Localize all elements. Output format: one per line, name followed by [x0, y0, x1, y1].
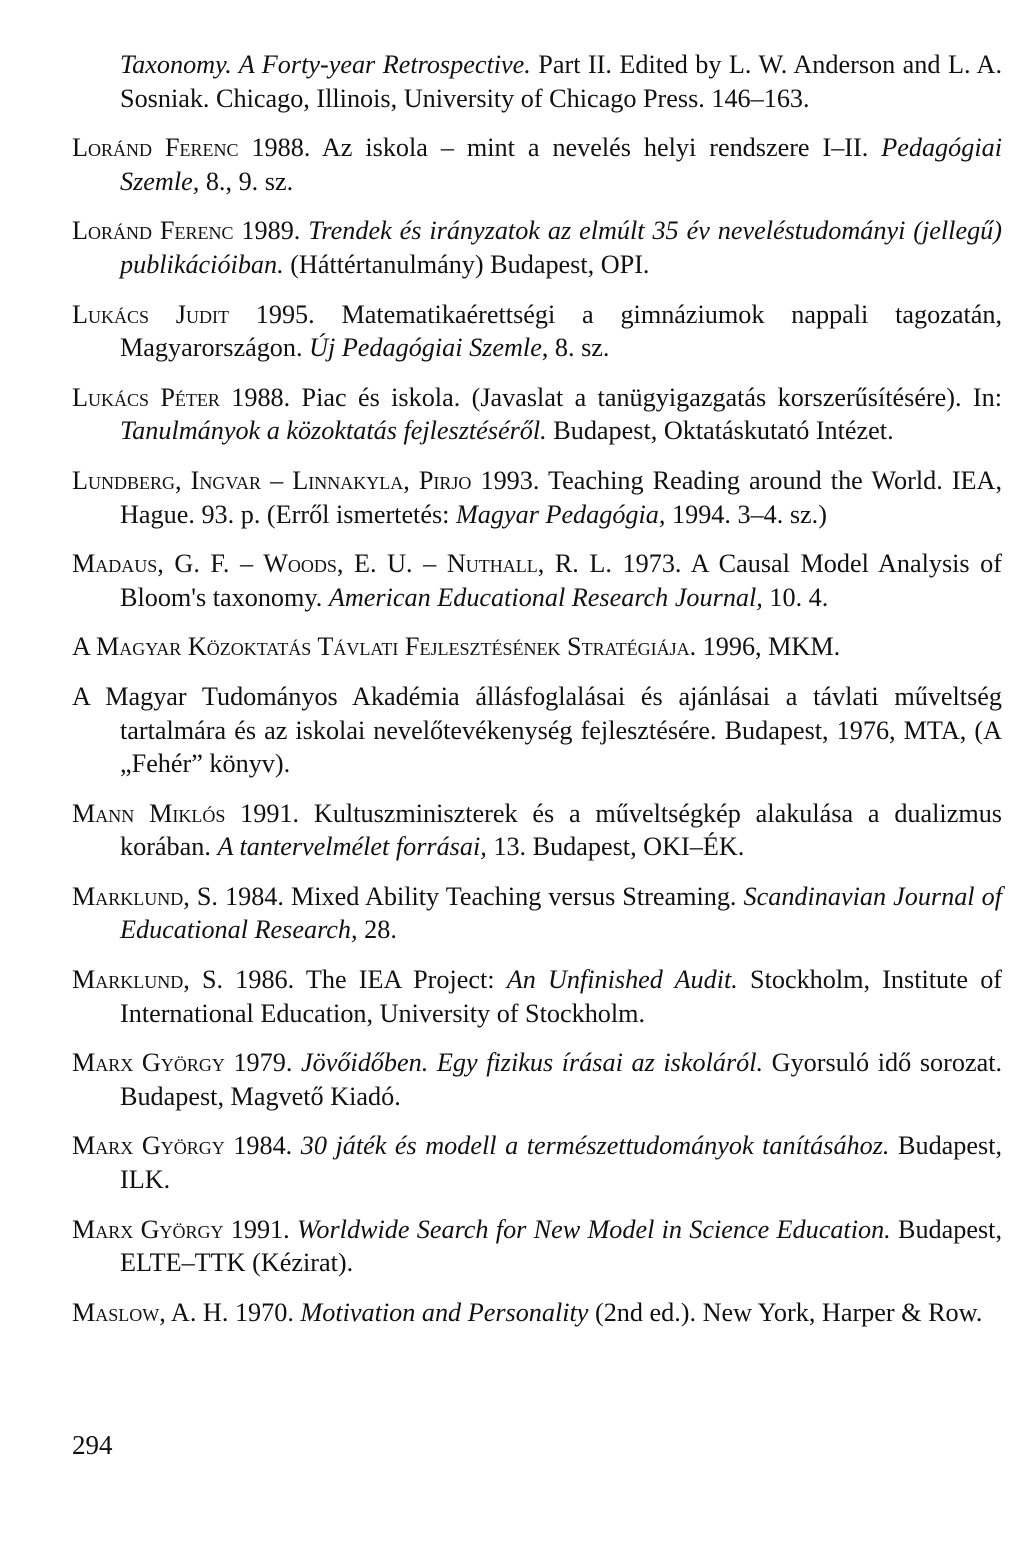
reference-text: Budapest, Oktatáskutató Intézet.: [546, 416, 894, 446]
reference-entry: [72, 464, 1002, 531]
reference-title-italic: 30 játék és modell a természettudományok tanításához.: [300, 1131, 890, 1161]
reference-text: 8., 9. sz.: [199, 166, 294, 196]
reference-entry: [72, 880, 1002, 947]
reference-author: Lukács Péter: [72, 382, 220, 412]
reference-author: Marklund, S.: [72, 965, 224, 995]
reference-entry: [72, 1296, 1002, 1330]
reference-text: 1984. Mixed Ability Teaching versus Streaming.: [217, 881, 744, 911]
reference-entry: [72, 797, 1002, 864]
reference-author: Madaus, G. F. – Woods, E. U. – Nuthall, R. L.: [72, 549, 612, 579]
reference-title-italic: A tantervelmélet forrásai,: [217, 832, 487, 862]
reference-text: 1988. Az iskola – mint a nevelés helyi rendszere I–II.: [238, 133, 882, 163]
reference-entry: [72, 381, 1002, 448]
reference-entry: [72, 680, 1002, 781]
reference-entry: [72, 630, 1002, 664]
reference-author: Mann Miklós: [72, 798, 226, 828]
reference-text: 13. Budapest, OKI–ÉK.: [486, 832, 745, 862]
reference-entry: [72, 963, 1002, 1030]
page-number: 294: [72, 1430, 113, 1460]
reference-title-italic: Scandinavian Journal of Educational Research,: [120, 881, 1002, 945]
reference-author: Lundberg, Ingvar – Linnakyla, Pirjo: [72, 465, 472, 495]
reference-author: Marx György: [72, 1131, 225, 1161]
reference-title-italic: Motivation and Personality: [300, 1297, 589, 1327]
reference-entry: [72, 214, 1002, 281]
reference-text: A Magyar Tudományos Akadémia állásfoglalásai és ajánlásai a távlati műveltség tartalmára és az iskolai nevelőtevékenység fejlesztésére. Budapest, 1976, MTA, (A „Fehér” könyv).: [72, 681, 1002, 779]
reference-title-italic: Trendek és irányzatok az elmúlt 35 év neveléstudományi (jellegű) publikációiban.: [120, 216, 1002, 279]
reference-text: Part II. Edited by L. W. Anderson and L. A. Sosniak. Chicago, Illinois, University of Chicago Press. 146–163.: [120, 50, 1002, 113]
reference-title-italic: Pedagógiai Szemle,: [120, 133, 1002, 196]
reference-author: Loránd Ferenc: [72, 133, 239, 163]
reference-text: 1984.: [224, 1131, 301, 1161]
reference-title-italic: Új Pedagógiai Szemle,: [309, 333, 549, 363]
reference-title-italic: An Unfinished Audit.: [506, 965, 738, 995]
reference-text: 1993. Teaching Reading around the World. IEA, Hague. 93. p. (Erről ismertetés:: [120, 465, 1002, 529]
reference-text: (Háttértanulmány) Budapest, OPI.: [283, 249, 650, 279]
reference-title-italic: American Educational Research Journal,: [328, 582, 763, 612]
reference-author: Lukács Judit: [72, 299, 229, 329]
reference-text: 1991.: [223, 1214, 297, 1244]
reference-text: 1994. 3–4. sz.): [665, 499, 827, 529]
reference-entry: [72, 1213, 1002, 1280]
reference-text: Gyorsuló idő sorozat. Budapest, Magvető Kiadó.: [120, 1048, 1003, 1111]
reference-text: Stockholm, Institute of International Education, University of Stockholm.: [120, 965, 1003, 1028]
reference-text: 1970.: [228, 1297, 301, 1327]
reference-text: Budapest, ELTE–TTK (Kézirat).: [120, 1214, 1003, 1278]
reference-entry: [72, 1129, 1002, 1196]
reference-author: Marklund, S.: [72, 881, 218, 911]
reference-text: 10. 4.: [762, 582, 829, 612]
reference-text: 1991. Kultuszminiszterek és a műveltségkép alakulása a dualizmus korában.: [120, 798, 1002, 862]
reference-title-italic: Jövőidőben. Egy fizikus írásai az iskoláról.: [301, 1048, 764, 1078]
reference-author: A Magyar Közoktatás Távlati Fejlesztésének Stratégiája.: [72, 632, 697, 662]
reference-text: Budapest, ILK.: [120, 1131, 1003, 1195]
reference-text: 1979.: [224, 1048, 301, 1078]
reference-entry: [72, 298, 1002, 365]
reference-text: 1989.: [233, 216, 309, 246]
reference-author: Marx György: [72, 1214, 224, 1244]
reference-text: 1995. Matematikaérettségi a gimnáziumok nappali tagozatán, Magyarországon.: [120, 299, 1002, 363]
reference-text: 1973. A Causal Model Analysis of Bloom's taxonomy.: [120, 549, 1003, 612]
reference-entry: [72, 131, 1002, 198]
reference-text: (2nd ed.). New York, Harper & Row.: [588, 1297, 983, 1327]
reference-title-italic: Taxonomy. A Forty-year Retrospective.: [120, 50, 531, 79]
reference-text: 8. sz.: [548, 333, 610, 363]
reference-title-italic: Magyar Pedagógia,: [455, 499, 666, 529]
reference-author: Maslow, A. H.: [72, 1297, 229, 1327]
reference-title-italic: Worldwide Search for New Model in Science Education.: [296, 1214, 891, 1244]
reference-text: 1996, MKM.: [696, 632, 841, 662]
reference-text: 1988. Piac és iskola. (Javaslat a tanügyigazgatás korszerűsítésére). In:: [219, 382, 1002, 412]
reference-list: [72, 48, 1002, 1345]
reference-title-italic: Tanulmányok a közoktatás fejlesztéséről.: [120, 416, 547, 446]
reference-author: Marx György: [72, 1048, 225, 1078]
reference-author: Loránd Ferenc: [72, 216, 234, 246]
reference-text: 28.: [357, 915, 397, 945]
reference-text: 1986. The IEA Project:: [223, 965, 507, 995]
reference-entry: [72, 48, 1002, 115]
reference-entry: [72, 1046, 1002, 1113]
reference-entry: [72, 547, 1002, 614]
